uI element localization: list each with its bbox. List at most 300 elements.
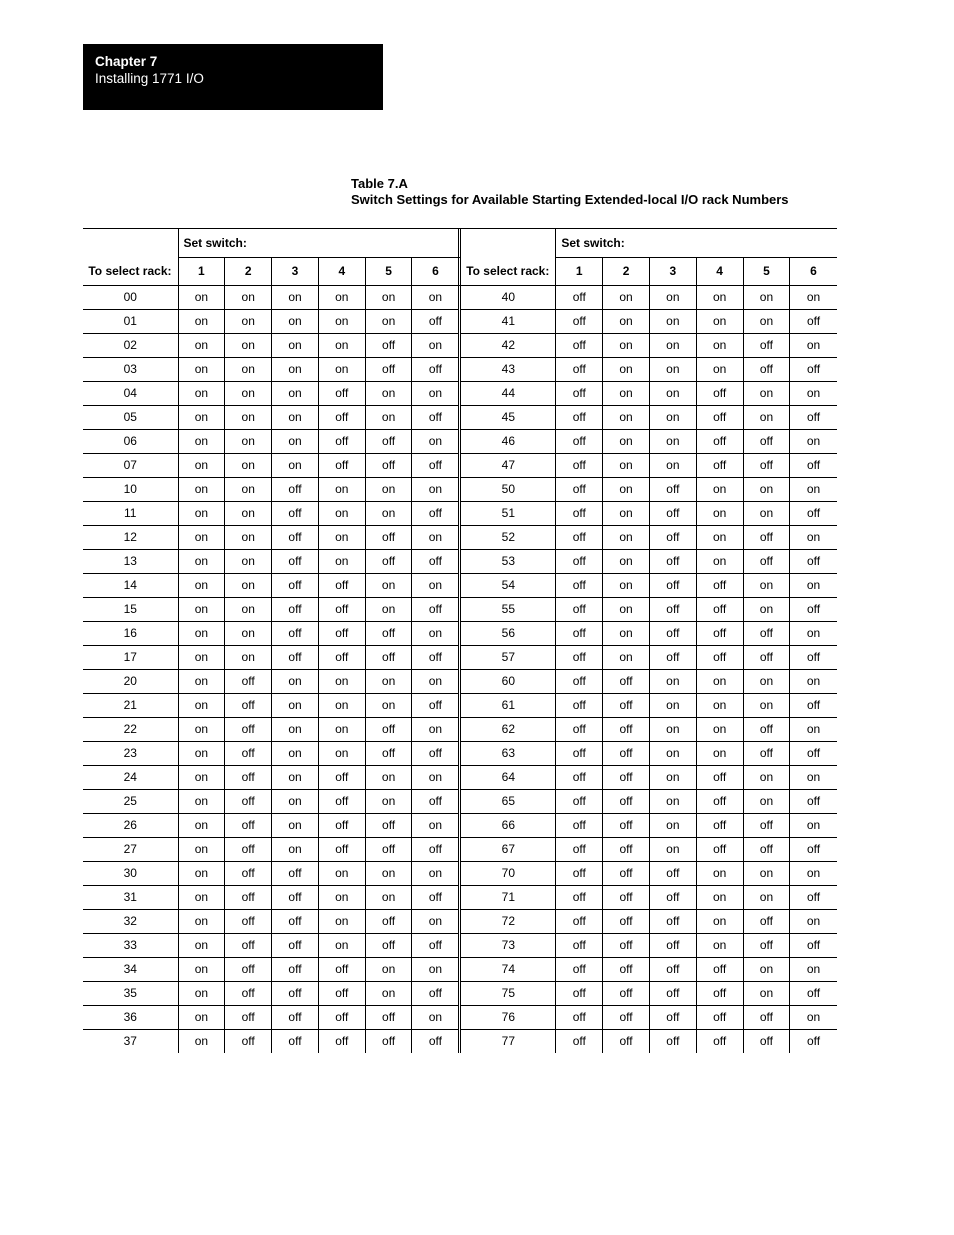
- switch-setting-cell: off: [318, 574, 365, 598]
- switch-setting-cell: on: [649, 814, 696, 838]
- switch-setting-cell: on: [365, 382, 412, 406]
- switch-setting-cell: off: [696, 598, 743, 622]
- switch-setting-cell: off: [696, 454, 743, 478]
- switch-setting-cell: off: [696, 766, 743, 790]
- switch-setting-cell: on: [649, 310, 696, 334]
- switch-setting-cell: off: [556, 526, 603, 550]
- switch-setting-cell: on: [318, 550, 365, 574]
- switch-setting-cell: off: [649, 646, 696, 670]
- switch-setting-cell: on: [318, 718, 365, 742]
- switch-setting-cell: off: [696, 574, 743, 598]
- table-row: [83, 766, 837, 790]
- rack-number-cell: 62: [461, 718, 556, 742]
- table-row: [83, 862, 837, 886]
- switch-setting-cell: off: [649, 910, 696, 934]
- switch-setting-cell: on: [743, 670, 790, 694]
- switch-setting-cell: off: [790, 838, 837, 862]
- switch-setting-cell: on: [225, 406, 272, 430]
- switch-setting-cell: off: [790, 598, 837, 622]
- switch-setting-cell: off: [790, 358, 837, 382]
- switch-setting-cell: off: [225, 1006, 272, 1030]
- switch-setting-cell: off: [556, 694, 603, 718]
- switch-setting-cell: on: [365, 766, 412, 790]
- switch-setting-cell: off: [225, 982, 272, 1006]
- switch-setting-cell: off: [365, 1006, 412, 1030]
- rack-number-cell: 34: [83, 958, 178, 982]
- switch-setting-cell: off: [365, 646, 412, 670]
- switch-number-header: 4: [318, 258, 365, 286]
- rack-number-cell: 54: [461, 574, 556, 598]
- rack-number-cell: 61: [461, 694, 556, 718]
- switch-setting-cell: on: [649, 334, 696, 358]
- switch-setting-cell: on: [318, 358, 365, 382]
- switch-setting-cell: off: [412, 790, 459, 814]
- rack-number-cell: 45: [461, 406, 556, 430]
- switch-setting-cell: on: [696, 910, 743, 934]
- switch-setting-cell: on: [603, 334, 650, 358]
- switch-setting-cell: on: [603, 454, 650, 478]
- switch-setting-cell: off: [603, 862, 650, 886]
- switch-setting-cell: off: [743, 550, 790, 574]
- table-row: [83, 742, 837, 766]
- switch-setting-cell: on: [696, 310, 743, 334]
- table-row: [83, 718, 837, 742]
- switch-setting-cell: on: [603, 646, 650, 670]
- switch-setting-cell: off: [365, 526, 412, 550]
- switch-setting-cell: on: [603, 598, 650, 622]
- switch-setting-cell: off: [556, 454, 603, 478]
- switch-setting-cell: on: [178, 838, 225, 862]
- switch-setting-cell: on: [412, 670, 459, 694]
- switch-setting-cell: off: [272, 934, 319, 958]
- rack-number-cell: 15: [83, 598, 178, 622]
- set-switch-header-left: Set switch:: [178, 229, 459, 258]
- switch-setting-cell: off: [412, 934, 459, 958]
- switch-setting-cell: off: [225, 1030, 272, 1054]
- switch-setting-cell: off: [318, 958, 365, 982]
- set-switch-header-right: Set switch:: [556, 229, 837, 258]
- rack-header-spacer-left: [83, 229, 178, 258]
- switch-setting-cell: off: [272, 622, 319, 646]
- rack-number-cell: 55: [461, 598, 556, 622]
- switch-setting-cell: off: [743, 454, 790, 478]
- switch-setting-cell: on: [318, 310, 365, 334]
- switch-setting-cell: off: [556, 718, 603, 742]
- switch-settings-table: [83, 228, 837, 1053]
- switch-setting-cell: on: [272, 766, 319, 790]
- rack-number-cell: 50: [461, 478, 556, 502]
- switch-setting-cell: off: [318, 622, 365, 646]
- switch-setting-cell: off: [412, 694, 459, 718]
- switch-setting-cell: off: [225, 766, 272, 790]
- switch-setting-cell: off: [272, 982, 319, 1006]
- switch-setting-cell: on: [649, 790, 696, 814]
- switch-setting-cell: off: [649, 958, 696, 982]
- switch-setting-cell: on: [696, 934, 743, 958]
- switch-setting-cell: on: [603, 286, 650, 310]
- switch-setting-cell: on: [225, 382, 272, 406]
- switch-setting-cell: on: [790, 622, 837, 646]
- switch-setting-cell: on: [649, 454, 696, 478]
- switch-setting-cell: on: [743, 886, 790, 910]
- switch-setting-cell: on: [365, 790, 412, 814]
- switch-setting-cell: on: [649, 358, 696, 382]
- switch-setting-cell: off: [318, 982, 365, 1006]
- switch-setting-cell: on: [318, 886, 365, 910]
- switch-setting-cell: off: [556, 790, 603, 814]
- switch-setting-cell: on: [365, 982, 412, 1006]
- switch-setting-cell: off: [272, 598, 319, 622]
- table-header-row-1: [83, 229, 837, 258]
- switch-number-header: 1: [178, 258, 225, 286]
- switch-setting-cell: off: [225, 790, 272, 814]
- switch-setting-cell: on: [696, 334, 743, 358]
- switch-setting-cell: off: [790, 646, 837, 670]
- switch-setting-cell: on: [225, 550, 272, 574]
- switch-setting-cell: on: [603, 406, 650, 430]
- switch-setting-cell: on: [412, 910, 459, 934]
- switch-setting-cell: on: [178, 1030, 225, 1054]
- switch-setting-cell: on: [178, 934, 225, 958]
- switch-setting-cell: off: [318, 598, 365, 622]
- table-row: [83, 574, 837, 598]
- rack-number-cell: 47: [461, 454, 556, 478]
- rack-number-cell: 42: [461, 334, 556, 358]
- switch-setting-cell: on: [412, 574, 459, 598]
- switch-setting-cell: on: [272, 382, 319, 406]
- table-row: [83, 310, 837, 334]
- switch-setting-cell: off: [603, 934, 650, 958]
- switch-setting-cell: on: [603, 310, 650, 334]
- switch-setting-cell: off: [603, 1006, 650, 1030]
- switch-setting-cell: off: [272, 886, 319, 910]
- rack-number-cell: 16: [83, 622, 178, 646]
- switch-setting-cell: off: [365, 1030, 412, 1054]
- switch-setting-cell: off: [603, 838, 650, 862]
- rack-number-cell: 26: [83, 814, 178, 838]
- switch-setting-cell: on: [412, 430, 459, 454]
- switch-setting-cell: on: [743, 694, 790, 718]
- switch-setting-cell: on: [365, 694, 412, 718]
- switch-setting-cell: on: [649, 406, 696, 430]
- chapter-title: Installing 1771 I/O: [95, 71, 204, 86]
- switch-setting-cell: off: [318, 766, 365, 790]
- switch-setting-cell: on: [178, 790, 225, 814]
- switch-setting-cell: off: [649, 886, 696, 910]
- switch-setting-cell: off: [696, 1006, 743, 1030]
- switch-setting-cell: off: [412, 1030, 459, 1054]
- rack-number-cell: 37: [123, 1034, 137, 1048]
- switch-setting-cell: off: [649, 502, 696, 526]
- rack-number-cell: 12: [83, 526, 178, 550]
- switch-setting-cell: on: [272, 718, 319, 742]
- switch-setting-cell: off: [556, 646, 603, 670]
- switch-setting-cell: off: [649, 526, 696, 550]
- switch-setting-cell: on: [272, 670, 319, 694]
- switch-setting-cell: on: [696, 478, 743, 502]
- switch-setting-cell: off: [365, 814, 412, 838]
- rack-number-cell: 40: [461, 286, 556, 310]
- rack-number-cell: 06: [83, 430, 178, 454]
- switch-setting-cell: off: [603, 742, 650, 766]
- switch-setting-cell: off: [649, 982, 696, 1006]
- switch-setting-cell: off: [318, 406, 365, 430]
- switch-setting-cell: off: [225, 718, 272, 742]
- switch-setting-cell: off: [272, 478, 319, 502]
- switch-setting-cell: on: [365, 286, 412, 310]
- switch-setting-cell: on: [412, 478, 459, 502]
- table-row: [83, 286, 837, 310]
- switch-setting-cell: on: [603, 550, 650, 574]
- switch-setting-cell: off: [318, 430, 365, 454]
- rack-number-cell: 20: [83, 670, 178, 694]
- rack-number-cell: 17: [83, 646, 178, 670]
- rack-header-spacer-right: [461, 229, 556, 258]
- switch-setting-cell: on: [225, 286, 272, 310]
- switch-setting-cell: on: [178, 814, 225, 838]
- switch-setting-cell: on: [178, 430, 225, 454]
- rack-number-cell: 64: [461, 766, 556, 790]
- switch-setting-cell: on: [743, 310, 790, 334]
- switch-setting-cell: on: [412, 1006, 459, 1030]
- table-number: Table 7.A: [351, 176, 408, 191]
- switch-setting-cell: on: [365, 478, 412, 502]
- switch-setting-cell: on: [603, 478, 650, 502]
- switch-setting-cell: off: [696, 382, 743, 406]
- switch-setting-cell: on: [318, 694, 365, 718]
- switch-setting-cell: on: [790, 1006, 837, 1030]
- switch-setting-cell: off: [649, 550, 696, 574]
- switch-setting-cell: on: [603, 526, 650, 550]
- switch-setting-cell: off: [603, 790, 650, 814]
- switch-setting-cell: on: [178, 718, 225, 742]
- rack-number-cell: 31: [83, 886, 178, 910]
- switch-setting-cell: off: [556, 310, 603, 334]
- switch-setting-cell: off: [318, 454, 365, 478]
- switch-setting-cell: on: [178, 406, 225, 430]
- switch-setting-cell: off: [696, 646, 743, 670]
- table-row: [83, 430, 837, 454]
- switch-setting-cell: on: [696, 358, 743, 382]
- switch-setting-cell: on: [178, 862, 225, 886]
- table-row: [83, 838, 837, 862]
- switch-setting-cell: off: [556, 334, 603, 358]
- table-row: [83, 526, 837, 550]
- switch-setting-cell: off: [790, 550, 837, 574]
- switch-setting-cell: on: [696, 718, 743, 742]
- switch-setting-cell: off: [743, 838, 790, 862]
- switch-setting-cell: off: [696, 622, 743, 646]
- switch-setting-cell: on: [603, 382, 650, 406]
- switch-setting-cell: off: [365, 838, 412, 862]
- switch-setting-cell: off: [556, 382, 603, 406]
- switch-number-header: 6: [412, 258, 459, 286]
- switch-setting-cell: on: [178, 550, 225, 574]
- rack-number-cell: 52: [461, 526, 556, 550]
- switch-setting-cell: off: [696, 838, 743, 862]
- switch-setting-cell: off: [412, 598, 459, 622]
- table-header-row-2: [83, 258, 837, 286]
- switch-setting-cell: on: [318, 742, 365, 766]
- rack-number-cell: 33: [83, 934, 178, 958]
- switch-setting-cell: on: [412, 766, 459, 790]
- switch-setting-cell: on: [272, 814, 319, 838]
- switch-setting-cell: off: [556, 1030, 603, 1054]
- switch-setting-cell: off: [603, 766, 650, 790]
- switch-setting-cell: on: [365, 574, 412, 598]
- switch-setting-cell: off: [272, 862, 319, 886]
- switch-setting-cell: off: [603, 670, 650, 694]
- switch-setting-cell: off: [556, 1006, 603, 1030]
- switch-setting-cell: off: [743, 334, 790, 358]
- table-row: [83, 598, 837, 622]
- switch-setting-cell: on: [318, 934, 365, 958]
- rack-number-cell: 77: [501, 1034, 516, 1048]
- switch-setting-cell: off: [556, 670, 603, 694]
- switch-setting-cell: off: [556, 910, 603, 934]
- switch-setting-cell: off: [556, 550, 603, 574]
- switch-setting-cell: on: [318, 502, 365, 526]
- switch-setting-cell: off: [272, 646, 319, 670]
- switch-setting-cell: on: [743, 502, 790, 526]
- switch-setting-cell: off: [556, 742, 603, 766]
- switch-number-header: 3: [272, 258, 319, 286]
- table-row: [83, 622, 837, 646]
- switch-setting-cell: on: [365, 310, 412, 334]
- switch-setting-cell: on: [365, 502, 412, 526]
- switch-setting-cell: on: [178, 982, 225, 1006]
- switch-setting-cell: on: [178, 958, 225, 982]
- switch-setting-cell: on: [649, 670, 696, 694]
- switch-setting-cell: on: [178, 766, 225, 790]
- switch-setting-cell: off: [743, 1030, 790, 1054]
- switch-setting-cell: on: [790, 766, 837, 790]
- switch-setting-cell: on: [790, 574, 837, 598]
- switch-setting-cell: off: [272, 502, 319, 526]
- rack-number-cell: 23: [83, 742, 178, 766]
- switch-setting-cell: off: [603, 718, 650, 742]
- switch-setting-cell: on: [178, 886, 225, 910]
- switch-setting-cell: off: [412, 310, 459, 334]
- switch-setting-cell: off: [556, 358, 603, 382]
- switch-setting-cell: on: [318, 670, 365, 694]
- rack-number-cell: 10: [83, 478, 178, 502]
- switch-setting-cell: off: [412, 550, 459, 574]
- switch-setting-cell: off: [412, 406, 459, 430]
- switch-setting-cell: on: [225, 502, 272, 526]
- switch-setting-cell: on: [318, 286, 365, 310]
- switch-setting-cell: on: [790, 718, 837, 742]
- switch-setting-cell: off: [556, 406, 603, 430]
- rack-number-cell: 07: [83, 454, 178, 478]
- table-row: [83, 382, 837, 406]
- switch-setting-cell: on: [790, 814, 837, 838]
- switch-setting-cell: off: [743, 1006, 790, 1030]
- switch-setting-cell: off: [556, 598, 603, 622]
- switch-number-header: 3: [649, 258, 696, 286]
- switch-setting-cell: on: [178, 310, 225, 334]
- switch-setting-cell: off: [790, 310, 837, 334]
- switch-setting-cell: off: [225, 814, 272, 838]
- table-row: [83, 958, 837, 982]
- rack-number-cell: 65: [461, 790, 556, 814]
- switch-setting-cell: on: [649, 742, 696, 766]
- switch-setting-cell: off: [318, 382, 365, 406]
- switch-setting-cell: on: [272, 310, 319, 334]
- switch-setting-cell: on: [365, 886, 412, 910]
- switch-setting-cell: off: [696, 790, 743, 814]
- rack-number-cell: 46: [461, 430, 556, 454]
- switch-setting-cell: off: [365, 454, 412, 478]
- switch-setting-cell: on: [696, 742, 743, 766]
- switch-setting-cell: on: [743, 790, 790, 814]
- switch-setting-cell: off: [556, 934, 603, 958]
- switch-setting-cell: off: [412, 742, 459, 766]
- switch-setting-cell: off: [790, 934, 837, 958]
- rack-number-cell: 76: [461, 1006, 556, 1030]
- switch-setting-cell: on: [178, 502, 225, 526]
- switch-setting-cell: on: [178, 574, 225, 598]
- rack-number-cell: 24: [83, 766, 178, 790]
- switch-setting-cell: off: [272, 526, 319, 550]
- switch-setting-cell: on: [412, 622, 459, 646]
- switch-setting-cell: off: [318, 790, 365, 814]
- switch-setting-cell: on: [743, 958, 790, 982]
- switch-setting-cell: on: [225, 334, 272, 358]
- switch-settings-table-wrapper: [83, 228, 834, 1053]
- switch-setting-cell: on: [225, 574, 272, 598]
- switch-setting-cell: on: [412, 334, 459, 358]
- switch-setting-cell: off: [318, 814, 365, 838]
- switch-setting-cell: off: [365, 358, 412, 382]
- switch-setting-cell: off: [649, 574, 696, 598]
- switch-setting-cell: off: [318, 1006, 365, 1030]
- table-row: [83, 670, 837, 694]
- switch-setting-cell: off: [743, 934, 790, 958]
- switch-setting-cell: on: [272, 358, 319, 382]
- switch-setting-cell: off: [696, 1030, 743, 1054]
- switch-setting-cell: off: [790, 454, 837, 478]
- switch-number-header: 5: [743, 258, 790, 286]
- switch-setting-cell: on: [318, 526, 365, 550]
- rack-number-cell: 41: [461, 310, 556, 334]
- switch-setting-cell: on: [365, 598, 412, 622]
- switch-setting-cell: off: [696, 958, 743, 982]
- rack-number-cell: 11: [83, 502, 178, 526]
- switch-setting-cell: on: [225, 430, 272, 454]
- switch-setting-cell: off: [365, 742, 412, 766]
- table-row: [83, 646, 837, 670]
- switch-setting-cell: on: [272, 790, 319, 814]
- switch-setting-cell: off: [603, 814, 650, 838]
- switch-setting-cell: off: [556, 502, 603, 526]
- switch-setting-cell: on: [603, 502, 650, 526]
- switch-setting-cell: off: [603, 982, 650, 1006]
- table-row: [83, 886, 837, 910]
- rack-number-cell: 05: [83, 406, 178, 430]
- rack-number-cell: 30: [83, 862, 178, 886]
- switch-setting-cell: on: [790, 862, 837, 886]
- rack-number-cell: 70: [461, 862, 556, 886]
- switch-setting-cell: on: [178, 358, 225, 382]
- switch-setting-cell: on: [649, 766, 696, 790]
- switch-setting-cell: on: [178, 622, 225, 646]
- switch-setting-cell: on: [743, 478, 790, 502]
- switch-setting-cell: on: [178, 742, 225, 766]
- rack-number-cell: 13: [83, 550, 178, 574]
- switch-number-header: 5: [365, 258, 412, 286]
- rack-number-cell: 35: [83, 982, 178, 1006]
